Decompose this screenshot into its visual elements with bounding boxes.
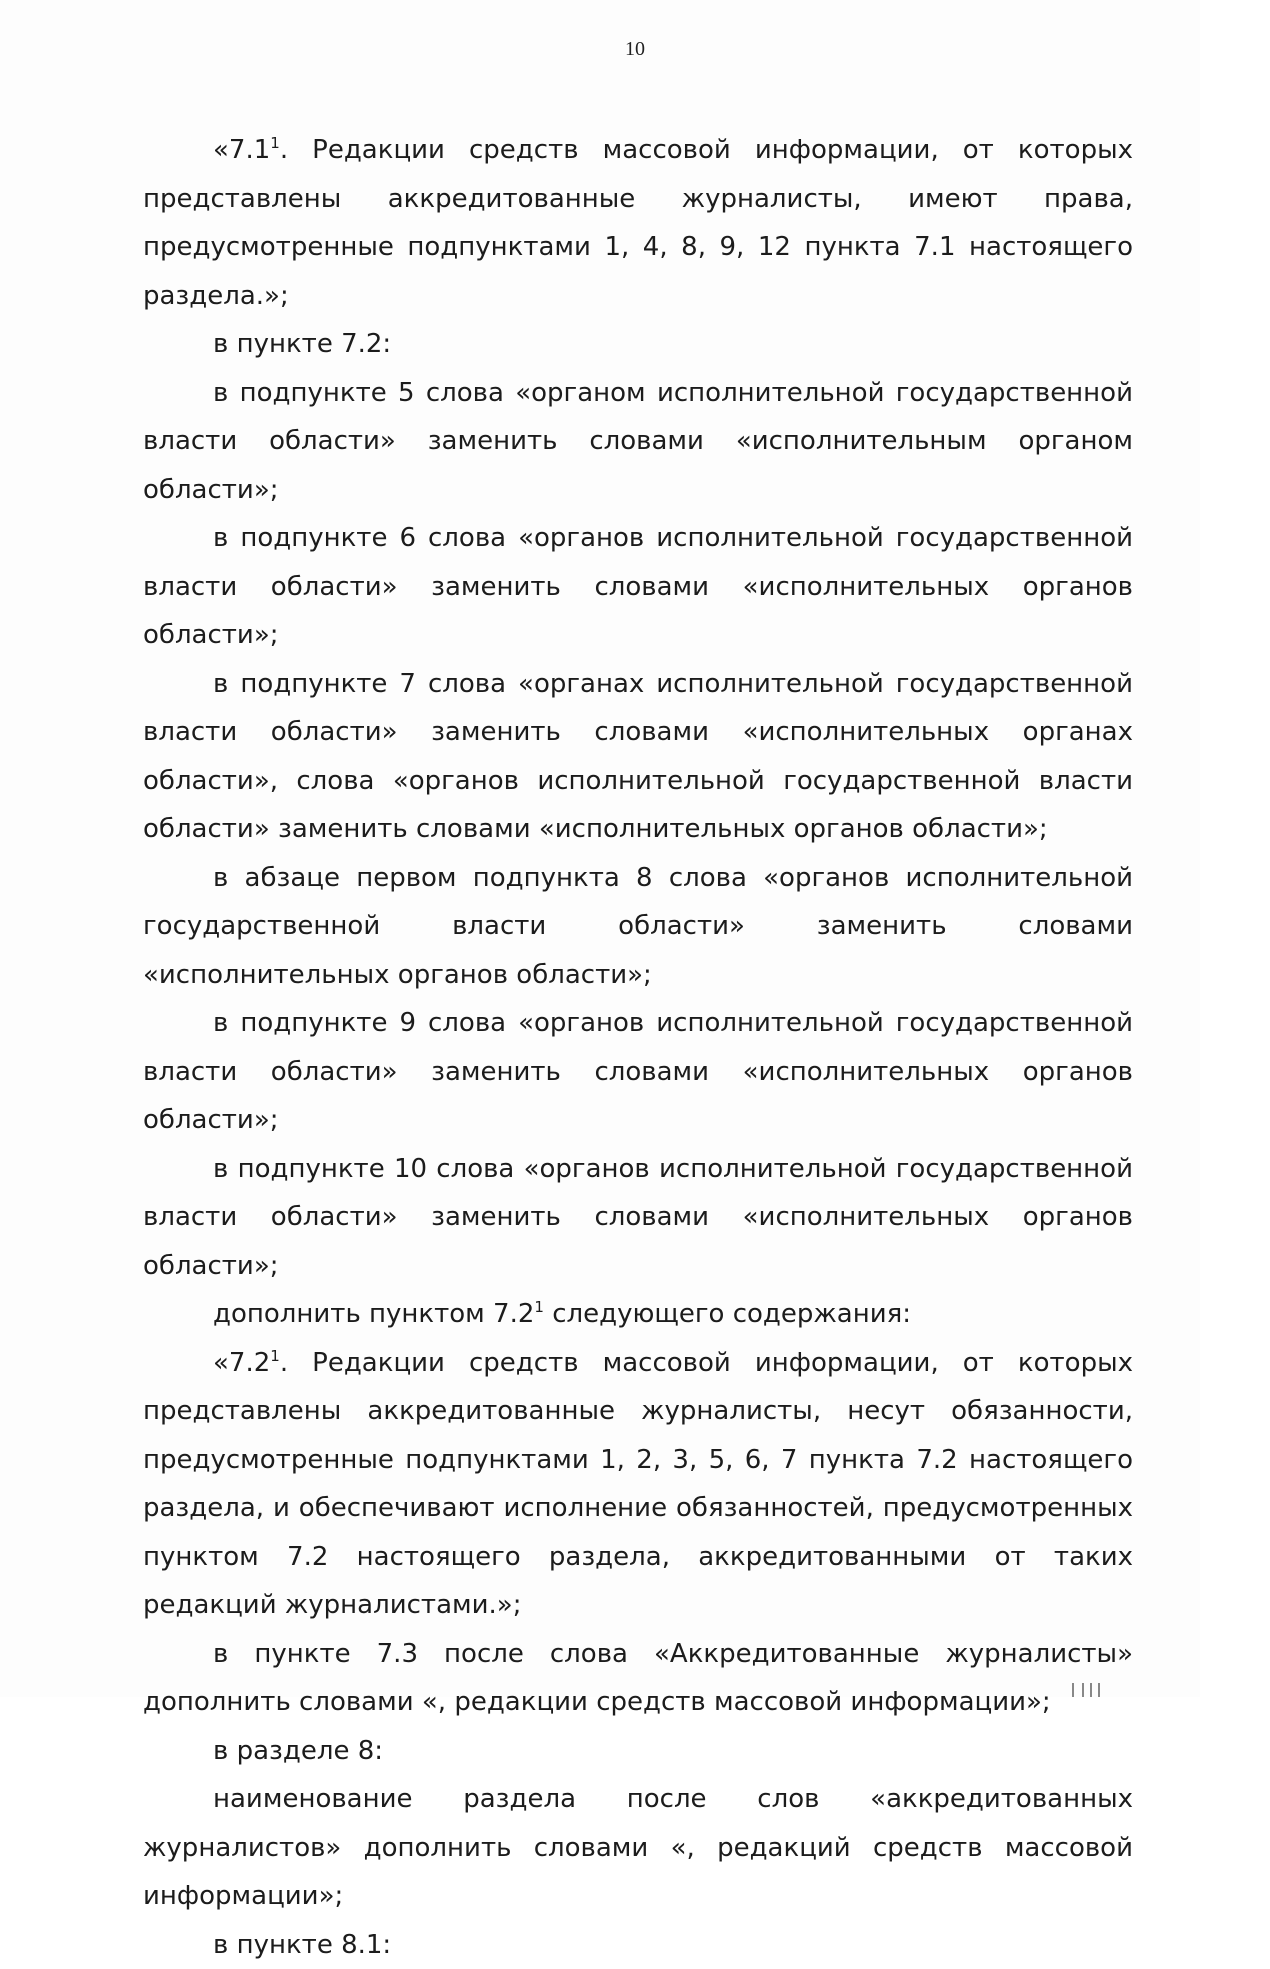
scan-mark [1072,1683,1074,1697]
paragraph-7-1-1: «$7.1^1$. Редакции средств массовой информации, от которых представлены аккредитованные журналисты, имеют права, предусмотренные подпунктами 1, 4, 8, 9, 12 пункта 7.1 настоящего раздела.»; [143,126,1133,320]
scan-mark [1090,1683,1092,1697]
paragraph-add-point-7-2-1: дополнить пунктом $7.2^1$ следующего содержания: [143,1290,1133,1339]
document-body [143,126,1133,1969]
superscript: 1 [270,134,280,152]
paragraph-section-8: в разделе 8: [143,1727,1133,1776]
paragraph-7-2-1: «$7.2^1$. Редакции средств массовой информации, от которых представлены аккредитованные журналисты, несут обязанности, предусмотренные подпунктами 1, 2, 3, 5, 6, 7 пункта 7.2 настоящего раздела, и обеспечивают исполнение обязанностей, предусмотренных пунктом 7.2 настоящего раздела, аккредитованными от таких редакций журналистами.»; [143,1339,1133,1630]
paragraph-subpoint-5: в подпункте 5 слова «органом исполнительной государственной власти области» заменить словами «исполнительным органом области»; [143,369,1133,515]
scan-mark [1098,1683,1100,1697]
paragraph-subpoint-6: в подпункте 6 слова «органов исполнительной государственной власти области» заменить словами «исполнительных органов области»; [143,514,1133,660]
paragraph-subpoint-7: в подпункте 7 слова «органах исполнительной государственной власти области» заменить словами «исполнительных органах области», слова «органов исполнительной государственной власти области» заменить словами «исполнительных органов области»; [143,660,1133,854]
superscript: 1 [270,1347,280,1365]
scan-mark [1082,1683,1084,1697]
paragraph-in-point-7-2: в пункте 7.2: [143,320,1133,369]
page-number: 10 [0,38,1270,61]
paragraph-subpoint-8: в абзаце первом подпункта 8 слова «органов исполнительной государственной власти области» заменить словами «исполнительных органов области»; [143,854,1133,1000]
paragraph-section-name: наименование раздела после слов «аккредитованных журналистов» дополнить словами «, редакций средств массовой информации»; [143,1775,1133,1921]
paragraph-subpoint-10: в подпункте 10 слова «органов исполнительной государственной власти области» заменить словами «исполнительных органов области»; [143,1145,1133,1291]
paragraph-point-7-3: в пункте 7.3 после слова «Аккредитованные журналисты» дополнить словами «, редакции средств массовой информации»; [143,1630,1133,1727]
paragraph-subpoint-9: в подпункте 9 слова «органов исполнительной государственной власти области» заменить словами «исполнительных органов области»; [143,999,1133,1145]
paragraph-point-8-1: в пункте 8.1: [143,1921,1133,1969]
superscript: 1 [534,1298,544,1316]
